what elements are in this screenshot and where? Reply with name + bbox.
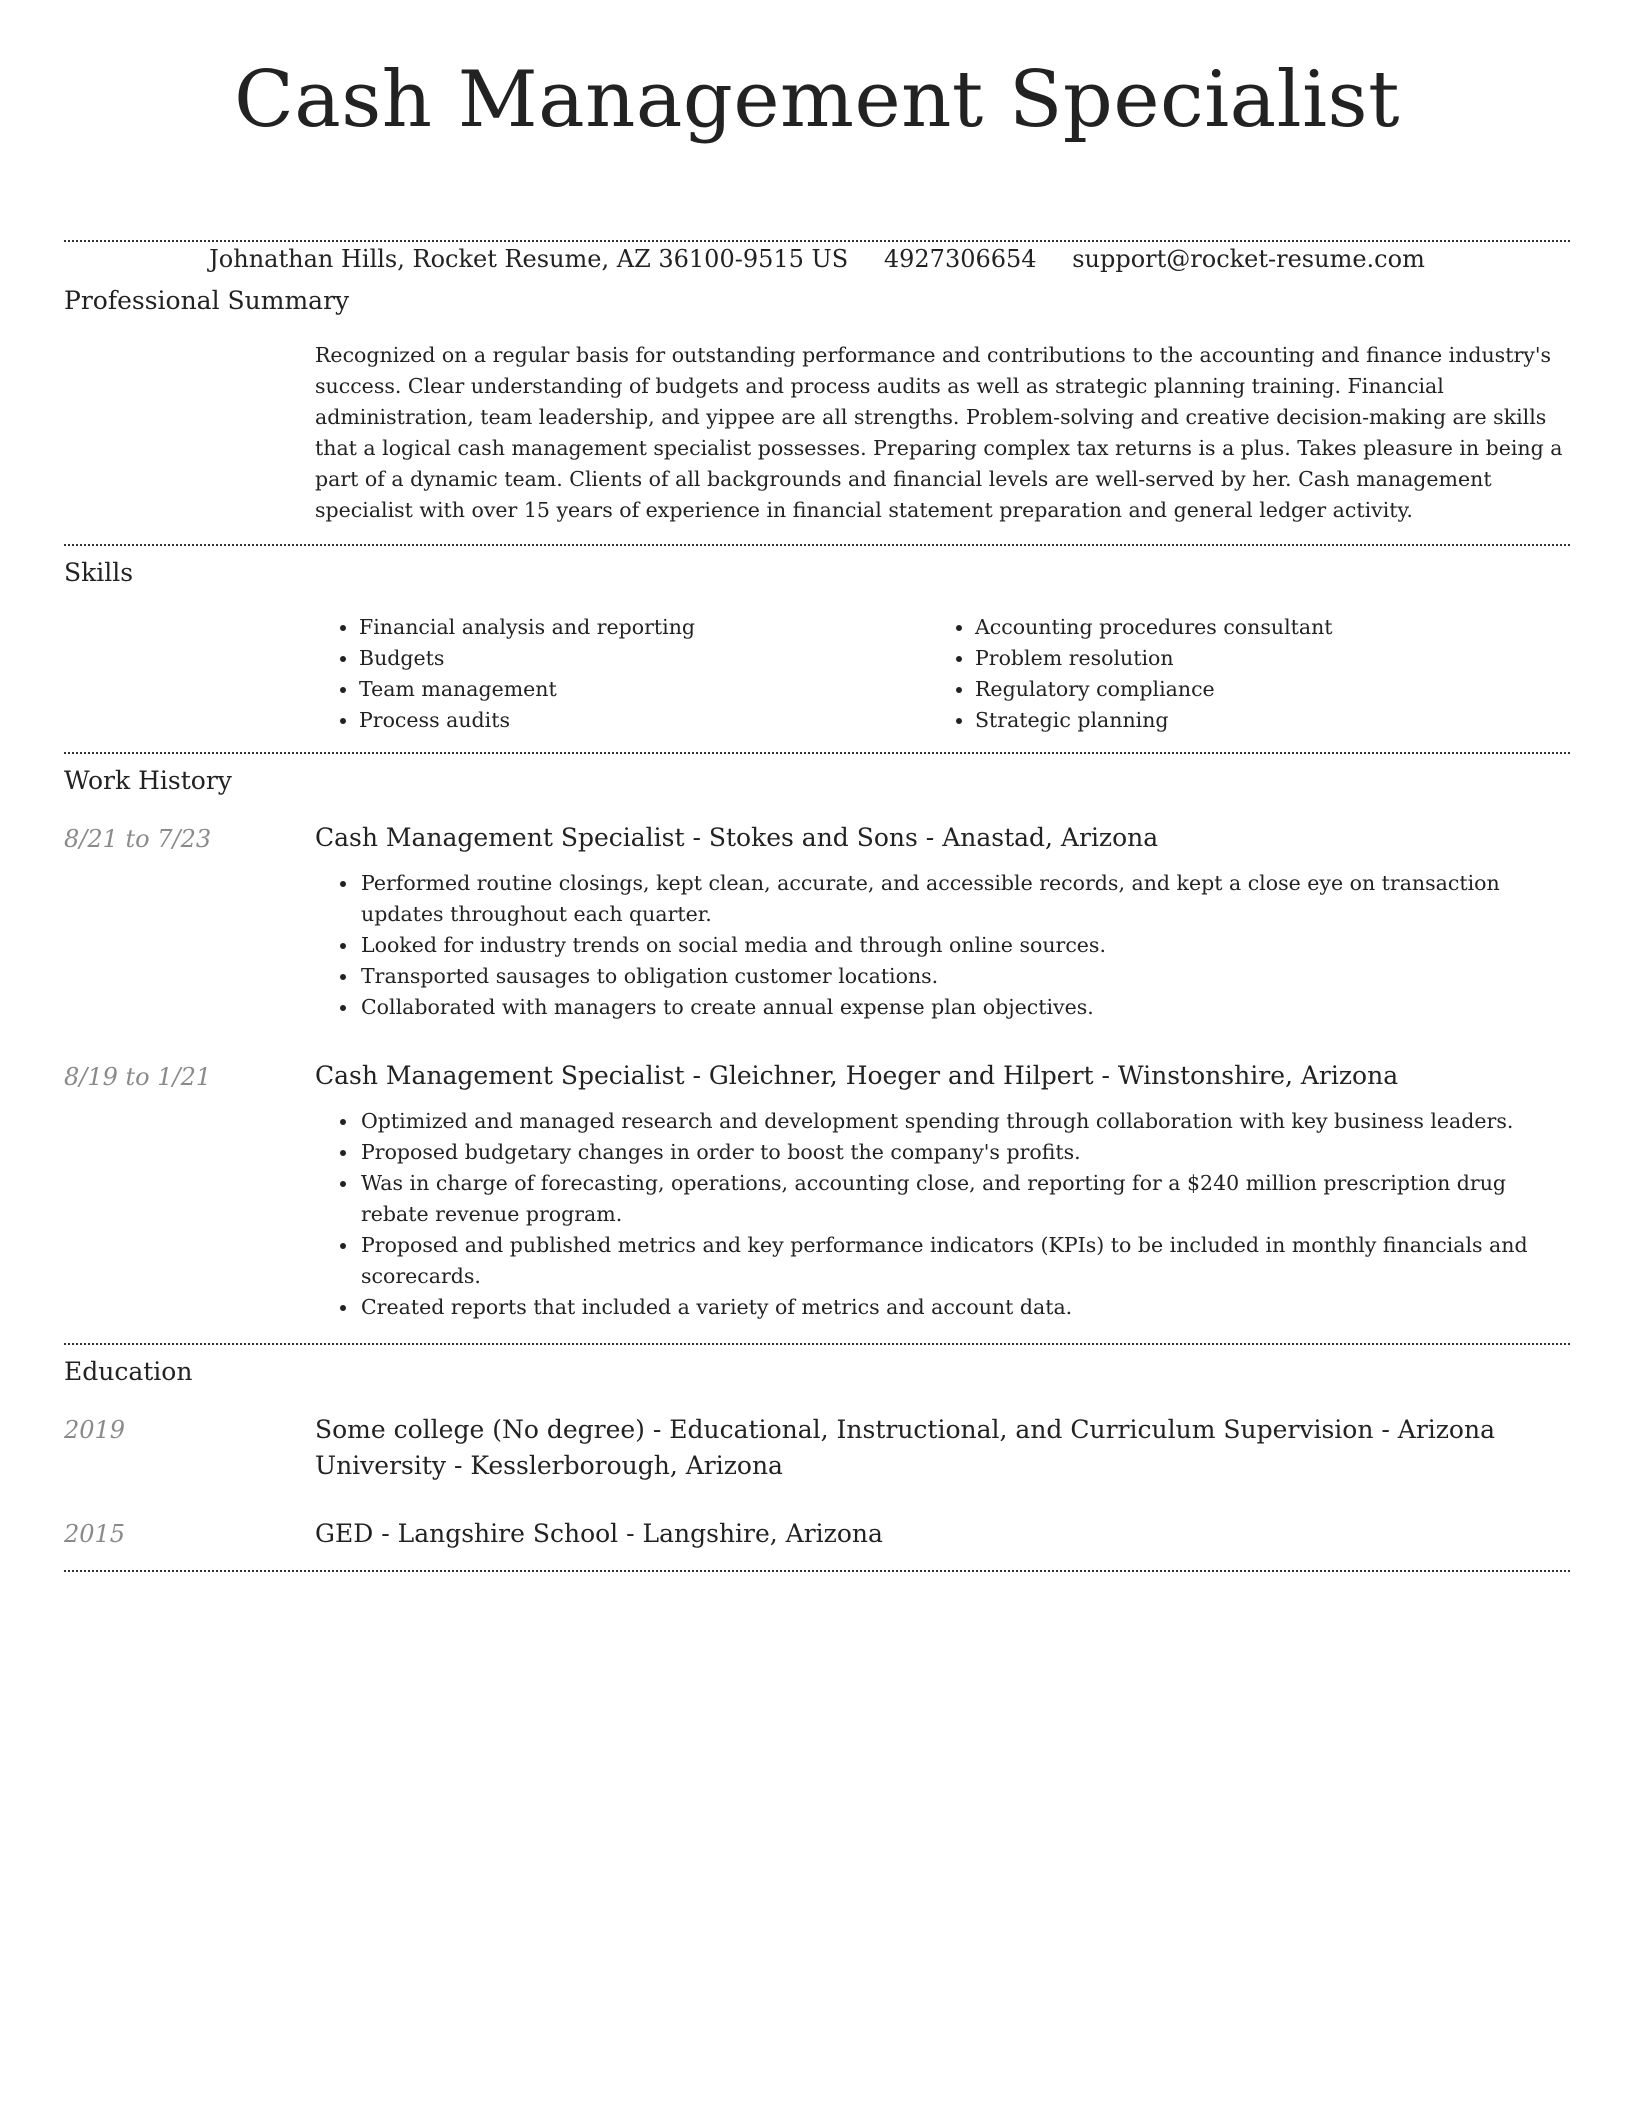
skill-item: • Accounting procedures consultant [975, 612, 1547, 643]
education-year: 2019 [64, 1416, 126, 1444]
job-bullet: • Proposed and published metrics and key performance indicators (KPIs) to be included in monthly financials and scorecards. [359, 1230, 1570, 1292]
section-title-work: Work History [64, 766, 232, 795]
divider [64, 1570, 1570, 1572]
skill-item: • Financial analysis and reporting [359, 612, 931, 643]
summary-block [315, 340, 1570, 526]
skill-item: • Strategic planning [975, 705, 1547, 736]
skill-item: • Budgets [359, 643, 931, 674]
divider [64, 752, 1570, 754]
job-bullets [315, 1106, 1570, 1323]
skill-item: • Team management [359, 674, 931, 705]
job-dates: 8/19 to 1/21 [64, 1063, 212, 1091]
contact-line [64, 244, 1570, 274]
job-bullet: • Collaborated with managers to create annual expense plan objectives. [359, 992, 1570, 1023]
skill-item: • Regulatory compliance [975, 674, 1547, 705]
section-title-skills: Skills [64, 558, 134, 587]
divider [64, 1343, 1570, 1345]
divider [64, 240, 1570, 242]
divider [64, 544, 1570, 546]
job-bullet: • Created reports that included a variety of metrics and account data. [359, 1292, 1570, 1323]
job-bullets [315, 868, 1570, 1023]
skills-column-right [931, 612, 1547, 736]
summary-text: Recognized on a regular basis for outstanding performance and contributions to the accounting and finance industry's success. Clear understanding of budgets and process audits as well as strategic planning training. Financial administration, team leadership, and yippee are all strengths. Problem-solving and creative decision-making are skills that a logical cash management specialist possesses. Preparing complex tax returns is a plus. Takes pleasure in being a part of a dynamic team. Clients of all backgrounds and financial levels are well-served by her. Cash management specialist with over 15 years of experience in financial statement preparation and general ledger activity. [315, 343, 1563, 522]
job-title: Cash Management Specialist - Gleichner, Hoeger and Hilpert - Winstonshire, Arizona [315, 1061, 1399, 1090]
skill-item: • Process audits [359, 705, 931, 736]
job-bullet: • Was in charge of forecasting, operations, accounting close, and reporting for a $240 million prescription drug rebate revenue program. [359, 1168, 1570, 1230]
job-bullet: • Transported sausages to obligation customer locations. [359, 961, 1570, 992]
job-entry [315, 820, 1570, 1023]
education-entry [315, 1412, 1570, 1484]
job-bullet: • Performed routine closings, kept clean, accurate, and accessible records, and kept a close eye on transaction updates throughout each quarter. [359, 868, 1570, 930]
skill-item: • Problem resolution [975, 643, 1547, 674]
job-bullet: • Optimized and managed research and development spending through collaboration with key business leaders. [359, 1106, 1570, 1137]
education-entry [315, 1516, 1570, 1552]
section-title-summary: Professional Summary [64, 286, 350, 315]
job-entry [315, 1058, 1570, 1323]
education-year: 2015 [64, 1520, 126, 1548]
resume-title: Cash Management Specialist [234, 55, 1400, 145]
job-bullet: • Proposed budgetary changes in order to boost the company's profits. [359, 1137, 1570, 1168]
email: support@rocket-resume.com [1072, 245, 1425, 273]
resume-page [64, 0, 1570, 1548]
education-title: Some college (No degree) - Educational, Instructional, and Curriculum Supervision - Arizona University - Kesslerborough, Arizona [315, 1415, 1495, 1480]
section-title-education: Education [64, 1357, 193, 1386]
phone: 4927306654 [883, 245, 1037, 273]
address: Johnathan Hills, Rocket Resume, AZ 36100-9515 US [209, 245, 849, 273]
job-dates: 8/21 to 7/23 [64, 825, 212, 853]
job-title: Cash Management Specialist - Stokes and Sons - Anastad, Arizona [315, 823, 1159, 852]
education-title: GED - Langshire School - Langshire, Arizona [315, 1519, 883, 1548]
job-bullet: • Looked for industry trends on social media and through online sources. [359, 930, 1570, 961]
skills-column-left [315, 612, 931, 736]
skills-list [315, 612, 1570, 736]
